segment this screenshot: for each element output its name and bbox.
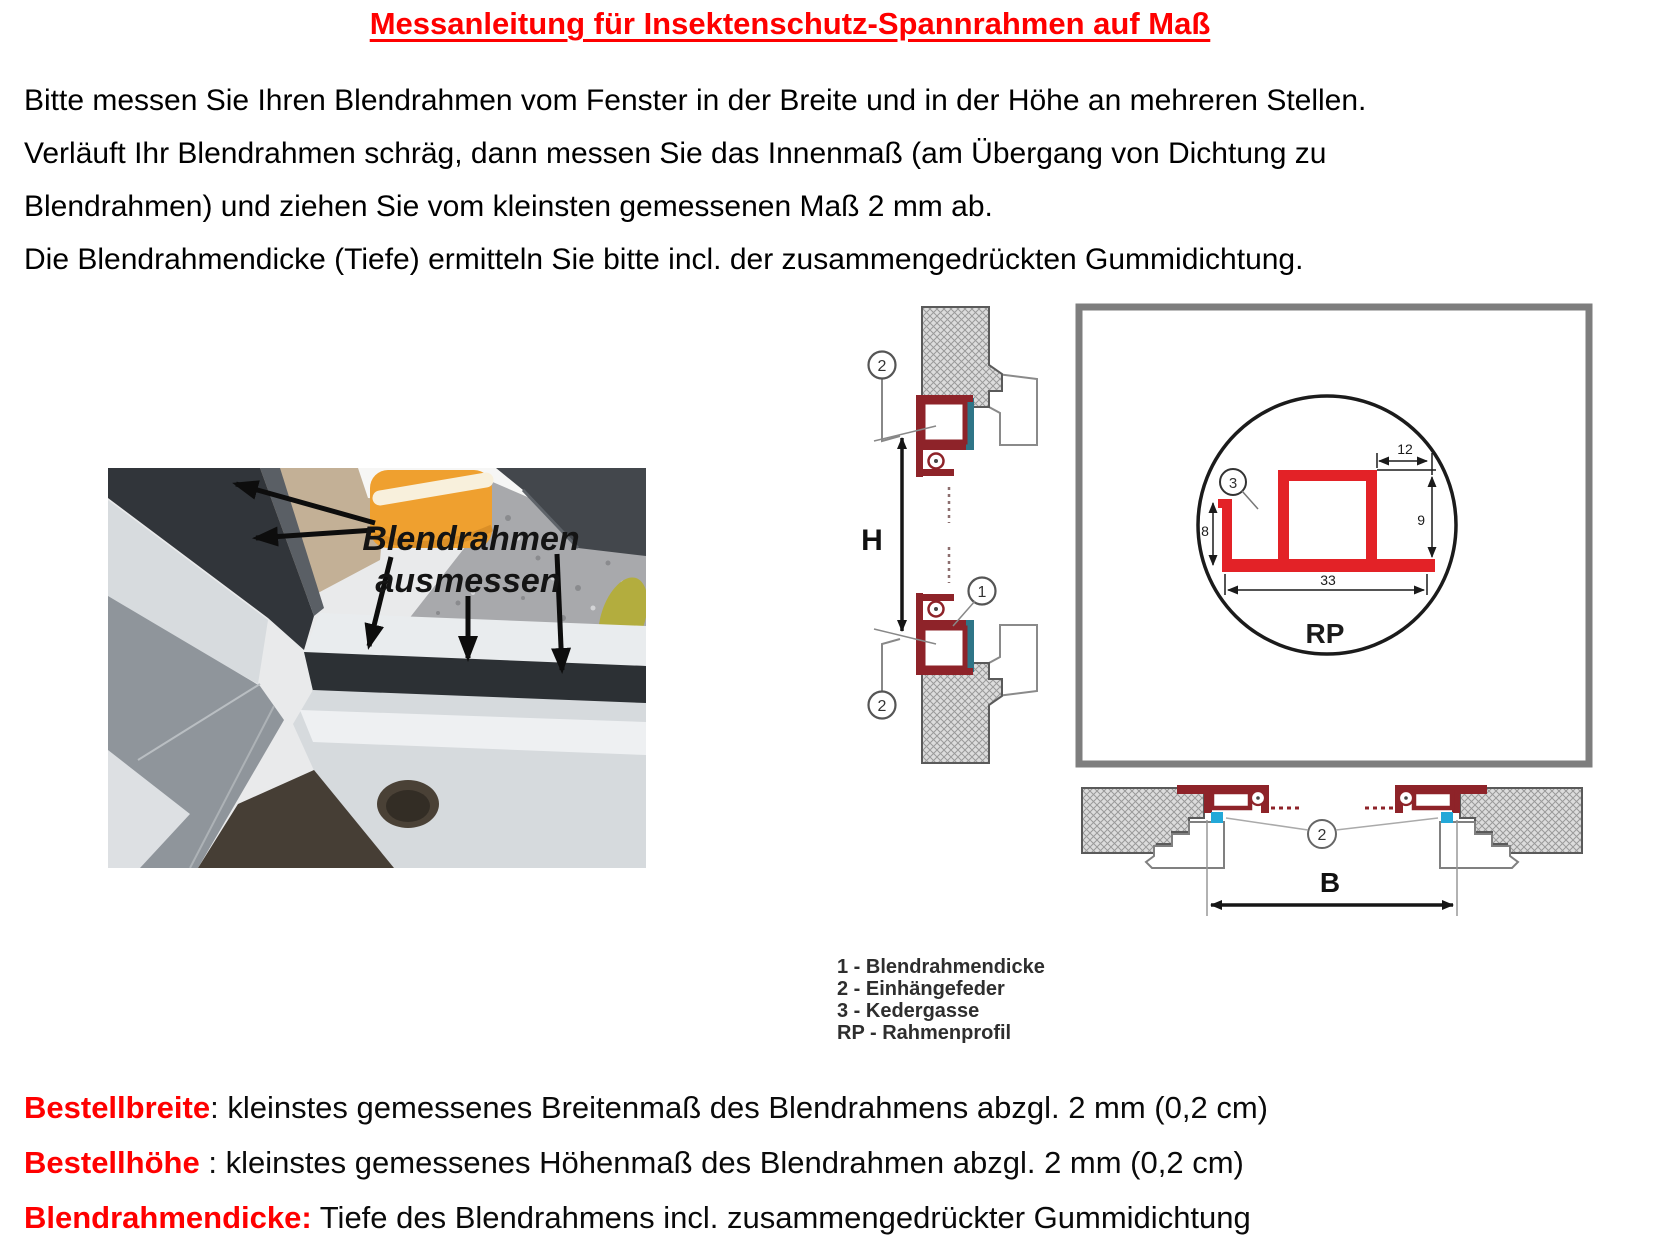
rp-label: RP — [1305, 618, 1345, 649]
callout-2-label: 2 — [1317, 827, 1327, 844]
callout-leader — [1226, 818, 1308, 830]
screw-center — [934, 607, 938, 611]
profile-chamber — [1212, 792, 1250, 808]
screw-center — [1256, 796, 1260, 800]
callout-leader — [882, 379, 900, 441]
dim-33-label: 33 — [1320, 572, 1336, 588]
intro-line: Die Blendrahmendicke (Tiefe) ermitteln Sie bitte incl. der zusammengedrückten Gummidichtung. — [24, 243, 1304, 276]
diagram-legend — [837, 956, 1045, 1044]
intro-line: Verläuft Ihr Blendrahmen schräg, dann messen Sie das Innenmaß (am Übergang von Dichtung zu — [24, 137, 1327, 170]
left-frame-section — [1082, 785, 1301, 868]
legend-item: 3 - Kedergasse — [837, 1000, 980, 1022]
photo-annotation-line1: Blendrahmen — [362, 520, 580, 558]
order-terms — [24, 1080, 1644, 1238]
panel-border — [1079, 307, 1589, 764]
dim-12-label: 12 — [1397, 441, 1413, 457]
seal-block — [1211, 812, 1223, 823]
dim-9-label: 9 — [1417, 512, 1425, 528]
order-label: Bestellbreite — [24, 1090, 211, 1125]
intro-line: Blendrahmen) und ziehen Sie vom kleinsten gemessenen Maß 2 mm ab. — [24, 190, 993, 223]
order-label: Blendrahmendicke: — [24, 1200, 312, 1235]
order-separator: : — [210, 1090, 228, 1125]
order-label: Bestellhöhe — [24, 1145, 200, 1180]
legend-item: RP - Rahmenprofil — [837, 1022, 1012, 1044]
order-description: kleinstes gemessenes Breitenmaß des Blendrahmens abzgl. 2 mm (0,2 cm) — [227, 1090, 1268, 1125]
intro-line: Bitte messen Sie Ihren Blendrahmen vom Fenster in der Breite und in der Höhe an mehreren Stellen. — [24, 84, 1367, 117]
bottom-frame-section — [869, 547, 1038, 763]
profile-chamber — [1414, 792, 1452, 808]
screw-center — [1404, 796, 1408, 800]
callout-leader — [1336, 818, 1438, 830]
rp-detail-panel — [1075, 303, 1593, 768]
page-title: Messanleitung für Insektenschutz-Spannrahmen auf Maß — [369, 6, 1211, 41]
height-section-diagram — [832, 295, 1047, 780]
height-dimension-label: H — [861, 524, 883, 557]
callout-2-label: 2 — [877, 358, 887, 375]
profile-chamber — [923, 628, 965, 668]
right-frame-section — [1365, 785, 1582, 868]
order-separator — [312, 1200, 320, 1235]
width-dimension-label: B — [1319, 867, 1341, 898]
photo-annotation-line2: ausmessen — [375, 562, 561, 600]
intro-paragraph — [24, 74, 1644, 286]
legend-item: 1 - Blendrahmendicke — [837, 956, 1045, 978]
order-row-height — [24, 1135, 1644, 1190]
width-section-diagram — [1020, 770, 1600, 930]
callout-leader — [882, 639, 900, 691]
drain-hole-inner — [386, 790, 430, 822]
frame-photo — [108, 468, 646, 868]
dim-8-label: 8 — [1201, 523, 1209, 539]
order-description: kleinstes gemessenes Höhenmaß des Blendrahmen abzgl. 2 mm (0,2 cm) — [225, 1145, 1244, 1180]
order-separator: : — [199, 1145, 226, 1180]
callout-3-label: 3 — [1228, 475, 1238, 492]
order-description: Tiefe des Blendrahmens incl. zusammengedrückter Gummidichtung — [319, 1200, 1251, 1235]
screw-center — [934, 459, 938, 463]
legend-item: 2 - Einhängefeder — [837, 978, 1005, 1000]
seal-block — [1441, 812, 1453, 823]
profile-chamber — [923, 402, 965, 442]
order-row-width — [24, 1080, 1644, 1135]
callout-2-label: 2 — [877, 698, 887, 715]
order-row-depth — [24, 1190, 1644, 1238]
callout-1-label: 1 — [977, 584, 987, 601]
top-frame-section — [869, 307, 1038, 523]
